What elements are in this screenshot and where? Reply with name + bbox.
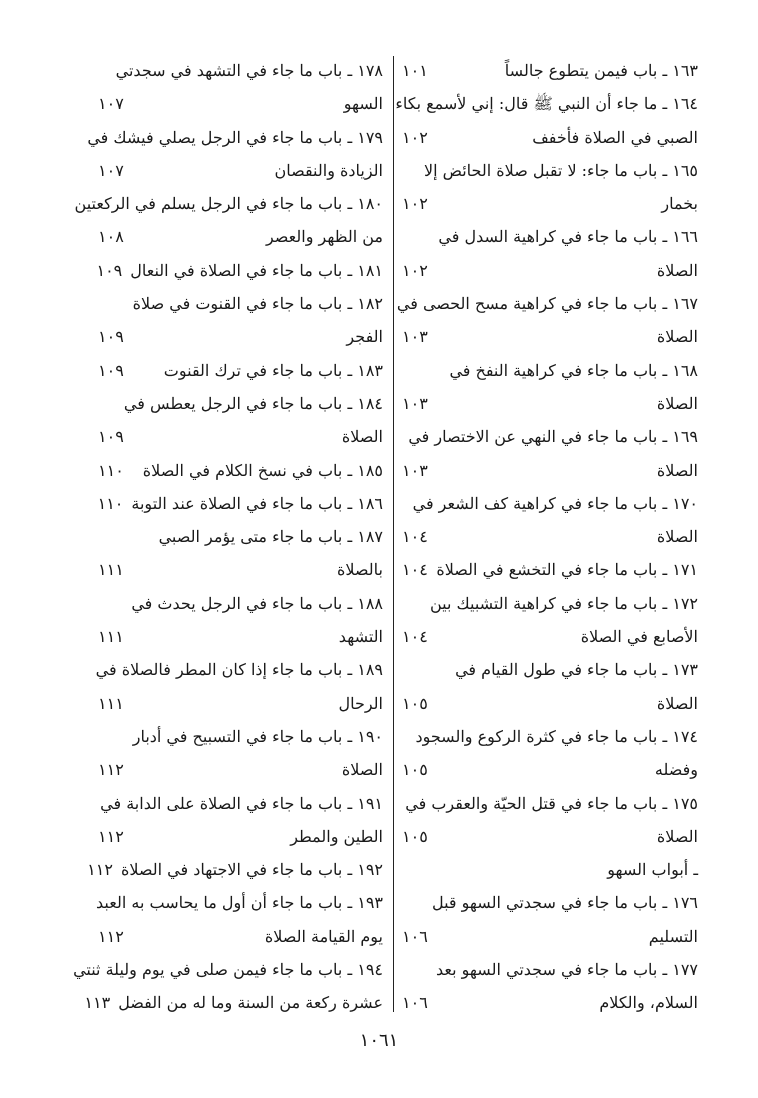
toc-entry [98,753,383,786]
toc-entry [402,154,698,187]
toc-entry-page: ١٠٥ [402,693,428,713]
toc-entry-title: الصلاة [341,760,383,780]
toc-entry-title: ١٧٥ ـ باب ما جاء في قتل الحيّة والعقرب في [405,793,698,813]
toc-entry-title: الصلاة [341,427,383,447]
toc-entry-title: بخمار [661,194,698,214]
toc-entry [98,787,383,820]
toc-entry-page: ١٠٣ [402,327,428,347]
toc-entry-page: ١١٢ [98,926,124,946]
toc-entry-title: ١٨٤ ـ باب ما جاء في الرجل يعطس في [123,393,383,413]
toc-entry-title: الصلاة [656,460,698,480]
page-number: ١٠٦١ [359,1030,399,1051]
toc-column-left [73,54,383,1020]
toc-entry [98,420,383,453]
toc-entry-page: ١٠٤ [402,627,428,647]
toc-entry-page: ١٠٢ [402,127,428,147]
toc-entry-title: ١٩٢ ـ باب ما جاء في الاجتهاد في الصلاة [120,860,383,880]
toc-entry-page: ١١٢ [87,860,113,880]
toc-entry-title: يوم القيامة الصلاة [264,926,383,946]
toc-entry [73,953,383,986]
toc-entry [87,121,383,154]
toc-entry-title: ١٧٠ ـ باب ما جاء في كراهية كف الشعر في [412,493,698,513]
toc-entry-title: الأصابع في الصلاة [580,627,698,647]
toc-entry [402,986,698,1019]
toc-entry [95,653,383,686]
toc-entry-page: ١٠٣ [402,393,428,413]
toc-entry-title: ١٦٣ ـ باب فيمن يتطوع جالساً [504,61,698,80]
toc-entry [98,387,383,420]
toc-entry-page: ١٠٦ [402,993,428,1013]
toc-entry-title: الصبي في الصلاة فأخفف [532,127,698,147]
toc-entry [402,420,698,453]
toc-entry-title: الرحال [338,693,383,713]
toc-entry-title: الصلاة [656,393,698,413]
toc-entry [402,853,698,886]
toc-entry-page: ١٠٥ [402,826,428,846]
toc-entry [402,187,698,220]
toc-entry [402,54,698,87]
toc-entry [98,687,383,720]
toc-entry-title: ١٩٣ ـ باب ما جاء أن أول ما يحاسب به العبد [96,893,383,913]
toc-entry-title: ١٧٦ ـ باب ما جاء في سجدتي السهو قبل [431,893,698,913]
toc-entry-title: السلام، والكلام [599,993,698,1013]
toc-entry-title: عشرة ركعة من السنة وما له من الفضل [118,993,383,1013]
toc-entry-title: ١٧٨ ـ باب ما جاء في التشهد في سجدتي [115,61,383,80]
toc-entry [98,886,383,919]
toc-entry [402,753,698,786]
toc-entry-title: ١٩٠ ـ باب ما جاء في التسبيح في أدبار [132,726,383,746]
toc-entry-title: ١٩٤ ـ باب ما جاء فيمن صلى في يوم وليلة ثنتي [73,960,383,980]
toc-entry [87,853,383,886]
toc-entry [98,254,383,287]
toc-entry-title: ١٦٩ ـ باب ما جاء في النهي عن الاختصار في [408,427,698,447]
toc-entry-title: ١٨٥ ـ باب في نسخ الكلام في الصلاة [142,460,383,480]
toc-entry [98,154,383,187]
toc-entry-title: ١٨٦ ـ باب ما جاء في الصلاة عند التوبة [131,493,383,513]
toc-entry-title: التسليم [648,926,698,946]
toc-entry-title: ١٨٠ ـ باب ما جاء في الرجل يسلم في الركعتين [74,194,383,214]
toc-entry [402,454,698,487]
toc-entry-page: ١٠٤ [402,560,428,580]
toc-entry [98,287,383,320]
toc-entry [402,220,698,253]
toc-entry-title: ١٦٦ ـ باب ما جاء في كراهية السدل في [438,227,698,247]
column-divider [393,56,394,1012]
toc-entry-page: ١١١ [98,560,124,580]
toc-entry [402,687,698,720]
toc-entry-page: ١٠١ [402,61,428,80]
toc-entry-title: السهو [343,94,383,114]
toc-entry-page: ١٠٦ [402,926,428,946]
toc-entry [98,587,383,620]
toc-entry-title: ١٨٨ ـ باب ما جاء في الرجل يحدث في [131,593,383,613]
toc-entry-page: ١٠٤ [402,527,428,547]
toc-entry-title: الزيادة والنقصان [274,160,383,180]
toc-entry-page: ١٠٩ [96,260,123,280]
toc-entry-title: الفجر [346,327,383,347]
toc-entry-title: بالصلاة [336,560,383,580]
toc-entry-title: ١٨٢ ـ باب ما جاء في القنوت في صلاة [132,294,383,314]
toc-entry [402,553,698,586]
toc-entry-page: ١١٠ [98,460,124,480]
toc-entry [402,320,698,353]
toc-entry [402,886,698,919]
toc-entry-title: ١٦٤ ـ ما جاء أن النبي ﷺ قال: إني لأسمع بكاء [395,94,698,114]
toc-entry-title: وفضله [654,760,698,780]
toc-entry [402,820,698,853]
toc-entry-title: ١٨٧ ـ باب ما جاء متى يؤمر الصبي [158,527,383,547]
toc-entry-page: ١١٠ [97,493,124,513]
toc-entry-page: ١١٢ [98,760,124,780]
toc-entry [98,54,383,87]
toc-entry [74,187,383,220]
toc-entry [98,620,383,653]
toc-entry-title: ١٧٩ ـ باب ما جاء في الرجل يصلي فيشك في [87,127,383,147]
toc-entry-page: ١٠٧ [98,160,124,180]
toc-entry-title: ١٧٧ ـ باب ما جاء في سجدتي السهو بعد [436,960,698,980]
toc-entry [402,653,698,686]
toc-entry-page: ١٠٧ [98,94,124,114]
toc-entry [84,986,383,1019]
toc-entry-title: من الظهر والعصر [265,227,383,247]
toc-entry [402,720,698,753]
toc-entry-page: ١٠٥ [402,760,428,780]
toc-entry [402,254,698,287]
toc-entry [402,920,698,953]
toc-entry-page: ١١١ [98,693,124,713]
toc-entry [98,454,383,487]
toc-entry [402,587,698,620]
toc-entry-title: ـ أبواب السهو [607,860,698,880]
toc-entry [98,354,383,387]
toc-entry [98,720,383,753]
toc-entry-title: الصلاة [656,327,698,347]
toc-entry [402,354,698,387]
toc-entry-title: ١٨٩ ـ باب ما جاء إذا كان المطر فالصلاة في [95,660,383,680]
toc-entry-title: ١٧٣ ـ باب ما جاء في طول القيام في [455,660,698,680]
toc-entry-title: الصلاة [656,826,698,846]
toc-entry-page: ١٠٣ [402,460,428,480]
toc-entry [98,220,383,253]
toc-entry [98,820,383,853]
toc-entry-title: ١٦٧ ـ باب ما جاء في كراهية مسح الحصى في [396,294,698,314]
toc-entry [98,553,383,586]
toc-entry [98,487,383,520]
toc-entry [396,287,698,320]
toc-entry-title: ١٨١ ـ باب ما جاء في الصلاة في النعال [130,260,383,280]
toc-entry-title: التشهد [338,627,383,647]
toc-entry-title: الصلاة [656,527,698,547]
toc-entry-title: ١٩١ ـ باب ما جاء في الصلاة على الدابة في [100,793,383,813]
toc-entry [98,520,383,553]
toc-entry-page: ١٠٩ [98,360,124,380]
toc-entry [402,787,698,820]
toc-entry-title: الصلاة [656,693,698,713]
toc-entry [402,387,698,420]
toc-entry-title: ١٦٨ ـ باب ما جاء في كراهية النفخ في [449,360,698,380]
toc-entry [402,121,698,154]
toc-entry-page: ١٠٨ [98,227,124,247]
toc-entry [402,487,698,520]
toc-entry [402,620,698,653]
toc-entry [395,87,698,120]
toc-entry-page: ١١٣ [84,993,111,1013]
toc-entry [402,520,698,553]
toc-entry-title: ١٧٤ ـ باب ما جاء في كثرة الركوع والسجود [415,726,698,746]
toc-entry [98,920,383,953]
toc-entry-title: ١٧١ ـ باب ما جاء في التخشع في الصلاة [436,560,698,580]
toc-entry-title: ١٨٣ ـ باب ما جاء في ترك القنوت [163,360,383,380]
toc-entry-title: ١٦٥ ـ باب ما جاء: لا تقبل صلاة الحائض إلا [423,160,698,180]
toc-entry-page: ١٠٢ [402,194,428,214]
toc-entry-title: الطين والمطر [290,826,383,846]
toc-column-right [395,54,698,1020]
toc-entry [98,320,383,353]
toc-entry-page: ١١٢ [98,826,124,846]
toc-entry-title: ١٧٢ ـ باب ما جاء في كراهية التشبيك بين [429,593,698,613]
toc-entry-page: ١١١ [98,627,124,647]
toc-entry [402,953,698,986]
toc-entry-title: الصلاة [656,260,698,280]
toc-entry-page: ١٠٩ [98,427,124,447]
toc-entry [98,87,383,120]
toc-entry-page: ١٠٢ [402,260,428,280]
toc-entry-page: ١٠٩ [98,327,124,347]
